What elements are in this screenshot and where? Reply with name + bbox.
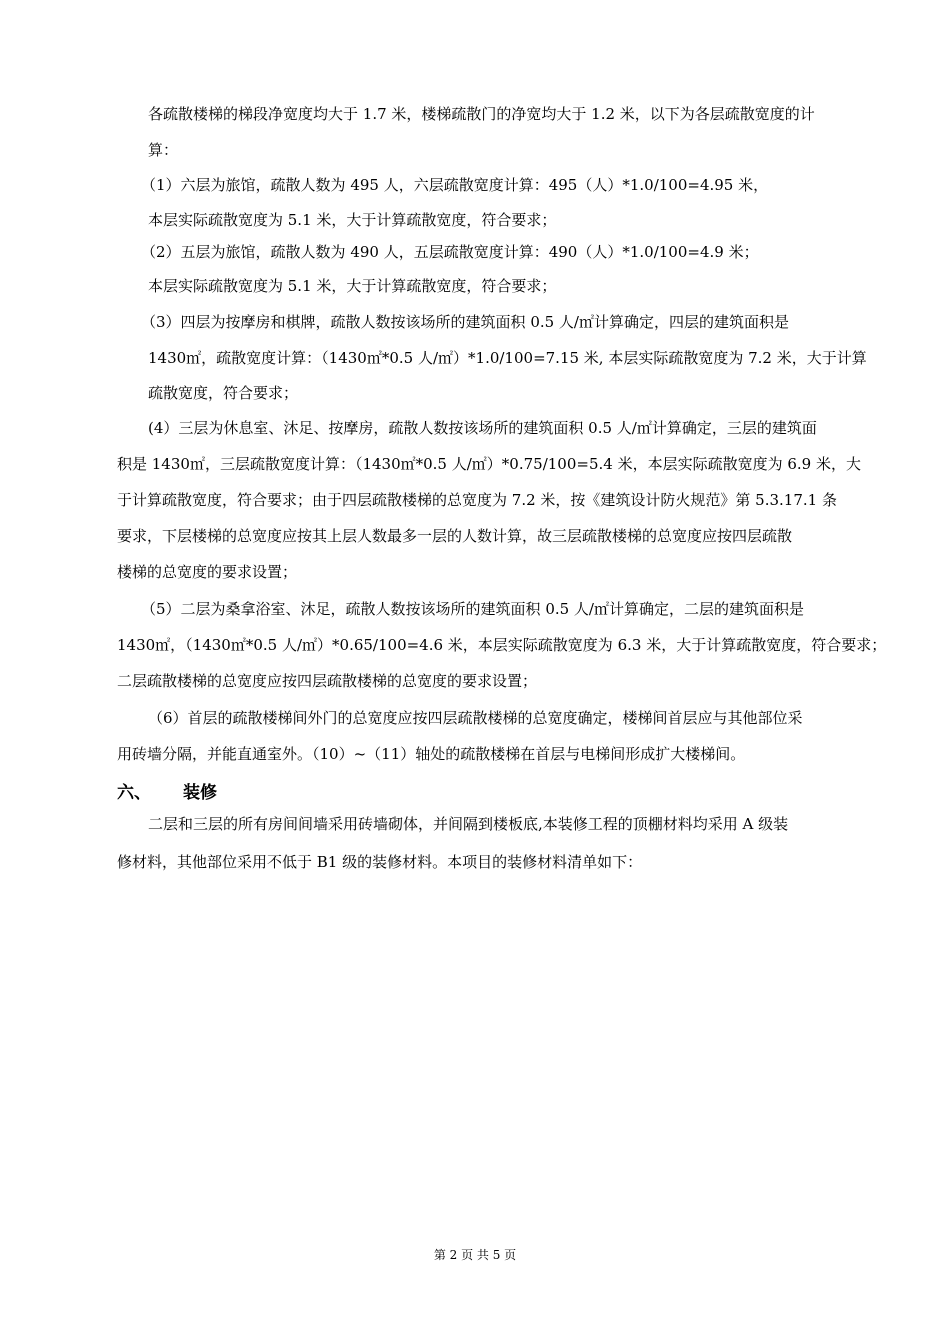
paragraph-line: （3）四层为按摩房和棋牌，疏散人数按该场所的建筑面积 0.5 人/㎡计算确定，四层的建筑面积是	[141, 313, 789, 331]
paragraph-line: 疏散宽度，符合要求；	[148, 384, 299, 402]
paragraph-line: 用砖墙分隔，并能直通室外。（10）~（11）轴处的疏散楼梯在首层与电梯间形成扩大楼梯间。	[117, 745, 746, 763]
paragraph-line: 二层和三层的所有房间间墙采用砖墙砌体，并间隔到楼板底,本装修工程的顶棚材料均采用 A 级装	[148, 815, 789, 833]
paragraph-line: 算：	[148, 141, 179, 159]
section-heading	[117, 778, 217, 803]
paragraph-line: 楼梯的总宽度的要求设置；	[117, 563, 298, 581]
paragraph-line: 二层疏散楼梯的总宽度应按四层疏散楼梯的总宽度的要求设置；	[117, 672, 538, 690]
paragraph-line: （2）五层为旅馆，疏散人数为 490 人，五层疏散宽度计算：490（人）*1.0/100=4.9 米；	[141, 243, 759, 261]
section-title: 装修	[183, 783, 217, 803]
page-footer: 第 2 页 共 5 页	[433, 1248, 517, 1262]
paragraph-line: 于计算疏散宽度，符合要求；由于四层疏散楼梯的总宽度为 7.2 米，按《建筑设计防火规范》第 5.3.17.1 条	[117, 491, 837, 509]
paragraph-line: 积是 1430㎡，三层疏散宽度计算：（1430㎡*0.5 人/㎡）*0.75/100=5.4 米，本层实际疏散宽度为 6.9 米，大	[117, 455, 861, 473]
paragraph-line: (4）三层为休息室、沐足、按摩房，疏散人数按该场所的建筑面积 0.5 人/㎡计算确定，三层的建筑面	[148, 419, 817, 437]
paragraph-line: 1430㎡，疏散宽度计算：（1430㎡*0.5 人/㎡）*1.0/100=7.15 米, 本层实际疏散宽度为 7.2 米，大于计算	[148, 349, 867, 367]
section-number: 六、	[117, 783, 151, 803]
paragraph-line: 本层实际疏散宽度为 5.1 米，大于计算疏散宽度，符合要求；	[148, 211, 557, 229]
paragraph-line: 本层实际疏散宽度为 5.1 米，大于计算疏散宽度，符合要求；	[148, 277, 557, 295]
paragraph-line: 各疏散楼梯的梯段净宽度均大于 1.7 米，楼梯疏散门的净宽均大于 1.2 米，以下为各层疏散宽度的计	[148, 105, 815, 123]
paragraph-line: （5）二层为桑拿浴室、沐足，疏散人数按该场所的建筑面积 0.5 人/㎡计算确定，二层的建筑面积是	[141, 600, 804, 618]
paragraph-line: （6）首层的疏散楼梯间外门的总宽度应按四层疏散楼梯的总宽度确定，楼梯间首层应与其他部位采	[148, 709, 803, 727]
paragraph-line: 要求，下层楼梯的总宽度应按其上层人数最多一层的人数计算，故三层疏散楼梯的总宽度应按四层疏散	[117, 527, 793, 545]
paragraph-line: （1）六层为旅馆，疏散人数为 495 人，六层疏散宽度计算：495（人）*1.0/100=4.95 米，	[141, 176, 769, 194]
paragraph-line: 修材料，其他部位采用不低于 B1 级的装修材料。本项目的装修材料清单如下：	[117, 853, 643, 871]
paragraph-line: 1430㎡，（1430㎡*0.5 人/㎡）*0.65/100=4.6 米，本层实际疏散宽度为 6.3 米，大于计算疏散宽度，符合要求；	[117, 636, 887, 654]
